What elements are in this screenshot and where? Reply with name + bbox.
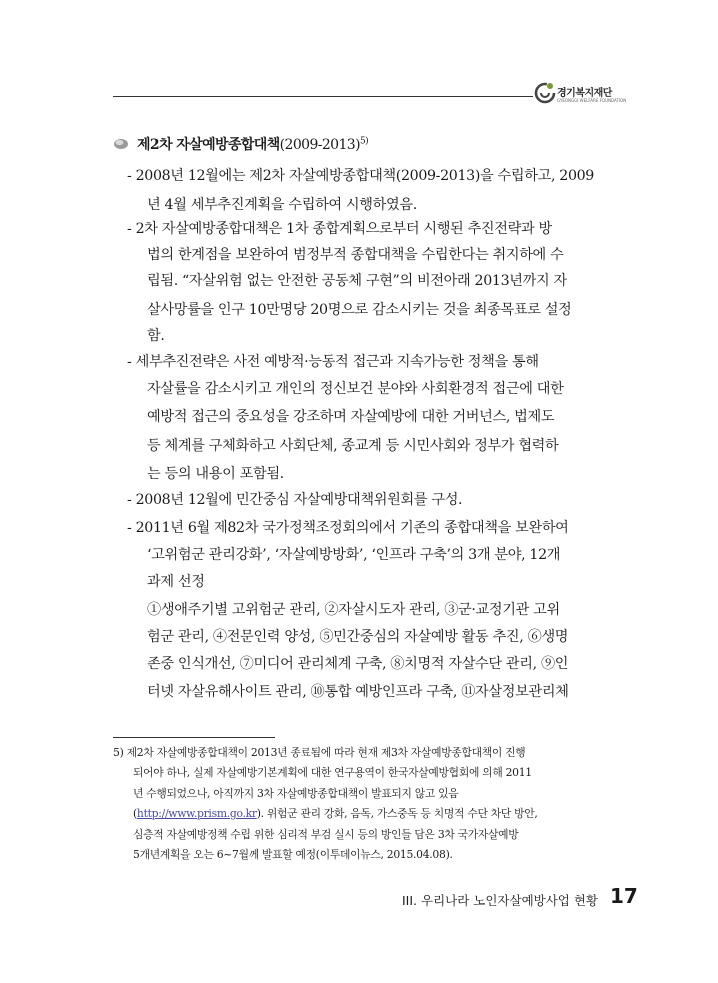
- body-line: - 2011년 6월 제82차 국가정책조정회의에서 기존의 종합대책을 보완하여: [127, 520, 569, 536]
- body-line: 는 등의 내용이 포함됨.: [147, 466, 284, 482]
- body-line: 립됨. “자살위험 없는 안전한 공동체 구현”의 비전아래 2013년까지 자: [147, 273, 567, 289]
- chapter-footer: III. 우리나라 노인자살예방사업 현황: [401, 893, 598, 908]
- section-title: [113, 134, 633, 156]
- body-line: 법의 한계점을 보완하여 범정부적 종합대책을 수립한다는 취지하에 수: [147, 247, 564, 263]
- page-number: 17: [610, 884, 638, 908]
- body-line: ‘고위험군 관리강화’, ‘자살예방방화’, ‘인프라 구축’의 3개 분야, 12개: [147, 547, 561, 563]
- footnote-link-prefix: (: [133, 807, 137, 820]
- body-line: 살사망률을 인구 10만명당 20명으로 감소시키는 것을 최종목표로 설정: [147, 302, 572, 318]
- foundation-logo-icon: [533, 80, 557, 106]
- body-line: 등 체계를 구체화하고 사회단체, 종교계 등 시민사회와 정부가 협력하: [147, 438, 559, 454]
- prism-link[interactable]: http://www.prism.go.kr: [136, 807, 257, 820]
- body-line: - 2차 자살예방종합대책은 1차 종합계획으로부터 시행된 추진전략과 방: [127, 221, 552, 237]
- footnote-line: 5개년계획을 오는 6~7월께 발표할 예정(이투데이뉴스, 2015.04.08).: [133, 848, 453, 861]
- footnote-line: 되어야 하나, 실제 자살예방기본계획에 대한 연구용역이 한국자살예방협회에 의해 2011: [133, 766, 532, 779]
- body-line: 예방적 접근의 중요성을 강조하며 자살예방에 대한 거버넌스, 법제도: [147, 409, 555, 425]
- footnote-line: 5) 제2차 자살예방종합대책이 2013년 종료됨에 따라 현재 제3차 자살예방종합대책이 진행: [113, 746, 526, 759]
- logo-subtitle: GYEONGGI WELFARE FOUNDATION: [557, 98, 627, 103]
- body-line: 터넷 자살유해사이트 관리, ⑩통합 예방인프라 구축, ⑪자살정보관리체: [147, 684, 569, 700]
- body-line: 자살률을 감소시키고 개인의 정신보건 분야와 사회환경적 접근에 대한: [147, 381, 564, 397]
- section-title-years: (2009-2013): [279, 137, 360, 153]
- body-line: 함.: [147, 328, 165, 344]
- header-rule: [113, 96, 533, 97]
- section-title-text: [137, 134, 368, 154]
- section-title-main: 제2차 자살예방종합대책: [137, 137, 280, 153]
- foundation-logo: [533, 76, 633, 110]
- footnote-line: 년 수행되었으나, 아직까지 3차 자살예방종합대책이 발표되지 않고 있음: [133, 787, 459, 800]
- footnote-line: [133, 804, 538, 824]
- body-line: 존중 인식개선, ⑦미디어 관리체계 구축, ⑧치명적 자살수단 관리, ⑨인: [147, 656, 569, 672]
- section-bullet-icon: [113, 136, 129, 150]
- footnote-line: 심층적 자살예방정책 수립 위한 심리적 부검 실시 등의 방인들 담은 3차 국가자살예방: [133, 828, 519, 841]
- body-line: 과제 선정: [147, 574, 205, 590]
- footnote-reference[interactable]: 5): [359, 136, 369, 147]
- body-line: 험군 관리, ④전문인력 양성, ⑤민간중심의 자살예방 활동 추진, ⑥생명: [147, 629, 569, 645]
- logo-name: 경기복지재단: [557, 88, 612, 99]
- footnote-rule: [113, 737, 275, 738]
- body-line: ①생애주기별 고위험군 관리, ②자살시도자 관리, ③군·교정기관 고위: [147, 602, 560, 618]
- body-line: - 세부추진전략은 사전 예방적·능동적 접근과 지속가능한 정책을 통해: [127, 354, 539, 370]
- body-line: 년 4월 세부추진계획을 수립하여 시행하였음.: [147, 197, 417, 213]
- footnote-line-text: ). 위험군 관리 강화, 음독, 가스중독 등 치명적 수단 차단 방안,: [256, 807, 538, 820]
- body-line: - 2008년 12월에 민간중심 자살예방대책위원회를 구성.: [127, 492, 463, 508]
- body-line: - 2008년 12월에는 제2차 자살예방종합대책(2009-2013)을 수립하고, 2009: [127, 168, 594, 184]
